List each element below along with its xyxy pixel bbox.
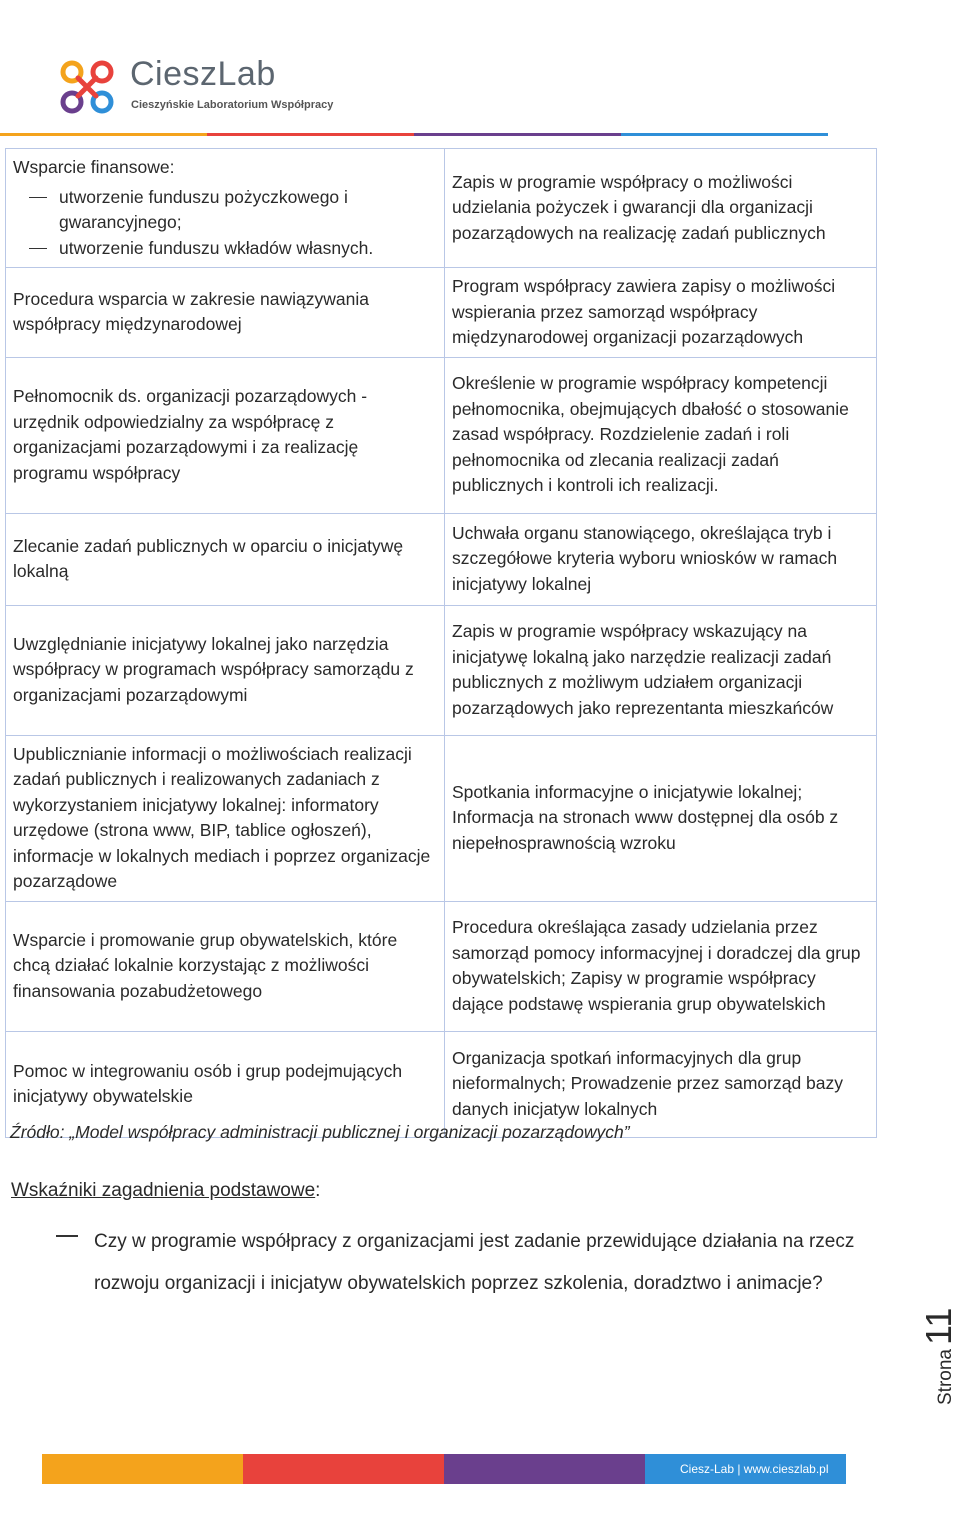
table-row — [6, 901, 877, 1031]
table-row — [6, 605, 877, 735]
table-cell-right: Program współpracy zawiera zapisy o możliwości wspierania przez samorząd współpracy międzynarodowej organizacji pozarządowych — [445, 268, 877, 358]
table-cell-right: Procedura określająca zasady udzielania przez samorząd pomocy informacyjnej i doradczej dla grup obywatelskich; Zapisy w programie współpracy dające podstawę wspierania grup obywatelskich — [445, 901, 877, 1031]
list-item: utworzenie funduszu wkładów własnych. — [13, 236, 437, 262]
table-row — [6, 357, 877, 513]
footer-segment-purple — [444, 1454, 645, 1484]
table-cell-right: Organizacja spotkań informacyjnych dla grup nieformalnych; Prowadzenie przez samorząd bazy danych inicjatyw lokalnych — [445, 1031, 877, 1137]
table-row — [6, 513, 877, 605]
table-cell-left: Pełnomocnik ds. organizacji pozarządowych - urzędnik odpowiedzialny za współpracę z organizacjami pozarządowymi i za realizację programu współpracy — [6, 357, 445, 513]
indicator-question: Czy w programie współpracy z organizacjami jest zadanie przewidujące działania na rzecz rozwoju organizacji i inicjatyw obywatelskich poprzez szkolenia, doradztwo i animacje? — [94, 1231, 855, 1294]
footer-link[interactable]: Ciesz-Lab | www.cieszlab.pl — [680, 1462, 829, 1476]
table-cell-right: Uchwała organu stanowiącego, określająca tryb i szczegółowe kryteria wyboru wniosków w ramach inicjatywy lokalnej — [445, 513, 877, 605]
cieszlab-logo-icon — [58, 58, 116, 116]
dash-list — [13, 185, 437, 262]
header-color-line — [0, 133, 828, 136]
table-cell-left: Zlecanie zadań publicznych w oparciu o inicjatywę lokalną — [6, 513, 445, 605]
table-cell-right: Określenie w programie współpracy kompetencji pełnomocnika, obejmujących dbałość o stosowanie zasad współpracy. Rozdzielenie zadań i roli pełnomocnika od zlecania realizacji zadań publicznych i kontroli ich realizacji. — [445, 357, 877, 513]
table-cell-left: Uwzględnianie inicjatywy lokalnej jako narzędzia współpracy w programach współpracy samorządu z organizacjami pozarządowymi — [6, 605, 445, 735]
table-cell-right: Zapis w programie współpracy o możliwości udzielania pożyczek i gwarancji dla organizacji pozarządowych na realizację zadań publicznych — [445, 149, 877, 268]
footer-segment-orange — [42, 1454, 243, 1484]
indicators-title: Wskaźniki zagadnienia podstawowe — [11, 1180, 316, 1201]
table-row — [6, 268, 877, 358]
table-cell-left: Upublicznianie informacji o możliwościach realizacji zadań publicznych i realizowanych zadaniach z wykorzystaniem inicjatywy lokalnej: informatory urzędowe (strona www, BIP, tablice ogłoszeń), informacje w lokalnych mediach i poprzez organizacje pozarządowe — [6, 735, 445, 901]
cooperation-table — [5, 148, 877, 1138]
page-label: Strona — [935, 1349, 956, 1405]
list-item: utworzenie funduszu pożyczkowego i gwarancyjnego; — [13, 185, 437, 236]
footer-segment-red — [243, 1454, 444, 1484]
page-header — [0, 0, 960, 140]
page-number — [918, 1308, 960, 1405]
brand-name: CieszLab — [130, 55, 276, 93]
table-cell-right: Spotkania informacyjne o inicjatywie lokalnej; Informacja na stronach www dostępnej dla osób z niepełnosprawnością wzroku — [445, 735, 877, 901]
brand-subtitle: Cieszyńskie Laboratorium Współpracy — [131, 99, 334, 111]
table-cell-left: Wsparcie i promowanie grup obywatelskich, które chcą działać lokalnie korzystając z możliwości finansowania pozabudżetowego — [6, 901, 445, 1031]
cell-title: Wsparcie finansowe: — [13, 157, 175, 177]
table-cell-left: Pomoc w integrowaniu osób i grup podejmujących inicjatywy obywatelskie — [6, 1031, 445, 1137]
question-dash — [56, 1235, 78, 1237]
table-row — [6, 149, 877, 268]
table-cell-right: Zapis w programie współpracy wskazujący na inicjatywę lokalną jako narzędzie realizacji zadań publicznych z możliwym udziałem organizacji pozarządowych jako reprezentanta mieszkańców — [445, 605, 877, 735]
table-row — [6, 735, 877, 901]
source-citation: Źródło: „Model współpracy administracji publicznej i organizacji pozarządowych” — [10, 1122, 630, 1142]
table-cell-left — [6, 149, 445, 268]
page-number-value: 11 — [918, 1307, 959, 1346]
indicators-heading — [11, 1180, 320, 1202]
table-cell-left: Procedura wsparcia w zakresie nawiązywania współpracy międzynarodowej — [6, 268, 445, 358]
indicators-title-colon: : — [315, 1180, 321, 1201]
